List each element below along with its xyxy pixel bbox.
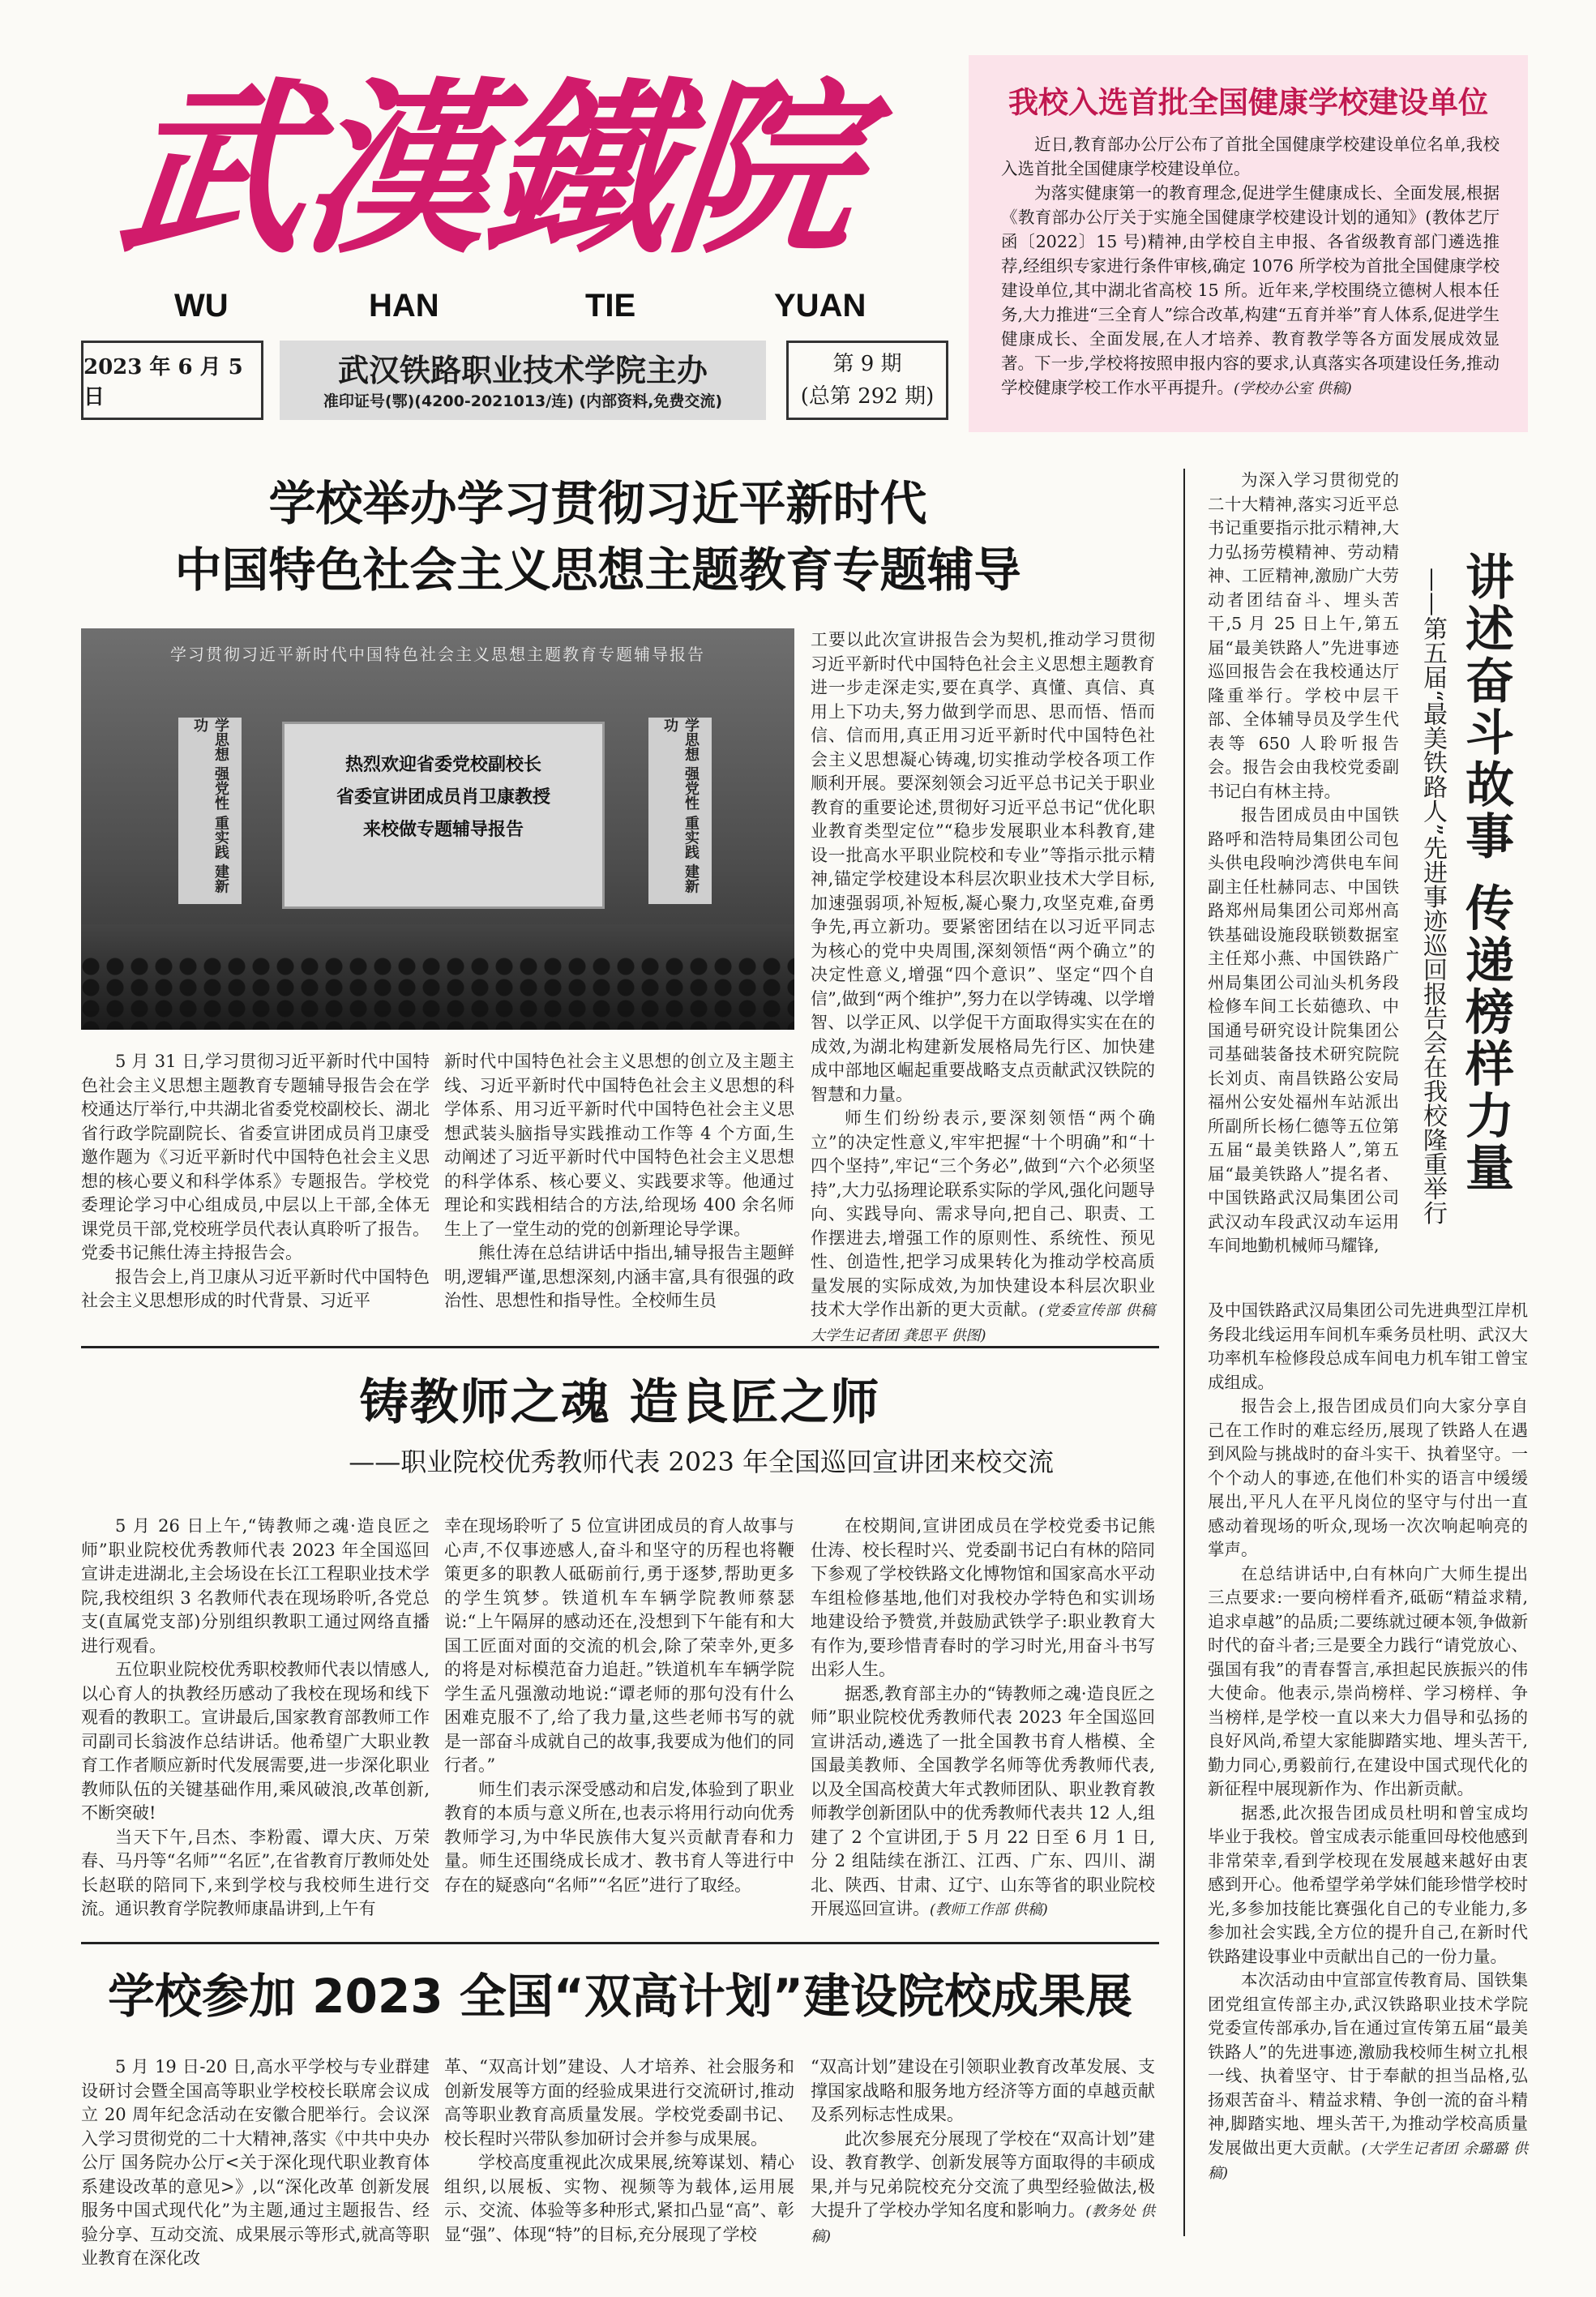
issue-number-block [786, 341, 948, 420]
paragraph: “双高计划”建设在引领职业教育改革发展、支撑国家战略和服务地方经济等方面的卓越贡献及系列标志性成果。 [811, 2057, 1155, 2124]
section-divider [81, 1942, 1159, 1944]
issue-date: 2023 年 6 月 5 日 [81, 341, 263, 420]
photo-screen [282, 722, 605, 909]
issue-total: (总第 292 期) [800, 384, 935, 409]
screen-line: 热烈欢迎省委党校副校长 [344, 754, 541, 775]
article1-headline [81, 470, 1115, 603]
featured-news-title: 我校入选首批全国健康学校建设单位 [1008, 84, 1488, 120]
byline: (党委宣传部 供稿 大学生记者团 龚思平 供图) [811, 1302, 1155, 1344]
article2-column1 [81, 1515, 430, 1922]
masthead-pinyin-yuan: YUAN [774, 288, 866, 324]
section-divider [81, 1346, 1159, 1348]
sponsor-block [280, 341, 766, 420]
paragraph: 近日,教育部办公厅公布了首批全国健康学校建设单位名单,我校入选首批全国健康学校建设单位。 [1001, 135, 1500, 178]
paragraph: 新时代中国特色社会主义思想的创立及主题主线、习近平新时代中国特色社会主义思想的科学体系、用习近平新时代中国特色社会主义思想武装头脑指导实践推动工作等 4 个方面,生动阐述了习近平新时代中国特色社会主义思想的科学体系、核心要义、实践要求等。他通过理论和实践相结合的方法,给现场 400 余名师生上了一堂生动的党的创新理论导学课。 [444, 1052, 794, 1239]
article2-subtitle: ——职业院校优秀教师代表 2023 年全国巡回宣讲团来校交流 [349, 1446, 1054, 1477]
masthead-pinyin-wu: WU [174, 288, 229, 324]
photo-banner-text: 学习贯彻习近平新时代中国特色社会主义思想主题教育专题辅导报告 [170, 645, 705, 664]
paragraph: 5 月 26 日上午,“铸教师之魂·造良匠之师”职业院校优秀教师代表 2023 年全国巡回宣讲走进湖北,主会场设在长江工程职业技术学院,我校组织 3 名教师代表在现场聆听,各党总支(直属党支部)分别组织教职工通过网络直播进行观看。 [81, 1516, 430, 1656]
paragraph: 据悉,此次报告团成员杜明和曾宝成均毕业于我校。曾宝成表示能重回母校他感到非常荣幸,看到学校现在发展越来越好由衷感到开心。他希望学弟学妹们能珍惜学校时光,多参加技能比赛强化自己的专业能力,多参加社会实践,全方位的提升自己,在新时代铁路建设事业中贡献出自己的一份力量。 [1208, 1802, 1528, 1966]
masthead-pinyin-han: HAN [369, 288, 439, 324]
paragraph [1208, 1969, 1528, 2186]
photo-right-banner: 学思想 强党性 重实践 建新功 [648, 718, 712, 904]
article3-column3 [811, 2055, 1155, 2248]
article3-headline: 学校参加 2023 全国“双高计划”建设院校成果展 [107, 1969, 1133, 2024]
article2-column2 [444, 1515, 794, 1897]
paragraph-text: 据悉,教育部主办的“铸教师之魂·造良匠之师”职业院校优秀教师代表 2023 年全国巡回宣讲活动,遴选了一批全国教书育人楷模、全国最美教师、全国教学名师等优秀教师代表,以及全国高校黄大年式教师团队、职业教育教师教学创新团队中的优秀教师代表共 12 人,组建了 2 个宣讲团,于 5 月 22 日至 6 月 1 日,分 2 组陆续在浙江、江西、广东、四川、湖北、陕西、甘肃、辽宁、山东等省的职业院校开展巡回宣讲。 [811, 1683, 1155, 1918]
paragraph: 5 月 31 日,学习贯彻习近平新时代中国特色社会主义思想主题教育专题辅导报告会在学校通达厅举行,中共湖北省委党校副校长、湖北省行政学院副院长、省委宣讲团成员肖卫康受邀作题为《习近平新时代中国特色社会主义思想的核心要义和科学体系》专题报告。学校党委理论学习中心组成员,中层以上干部,全体无课党员干部,党校班学员代表认真聆听了报告。党委书记熊仕涛主持报告会。 [81, 1052, 430, 1262]
masthead-pinyin-tie: TIE [585, 288, 636, 324]
right-article-headline: 讲述奋斗故事 传递榜样力量 [1457, 551, 1514, 1194]
screen-line: 来校做专题辅导报告 [362, 819, 524, 840]
paragraph-text: 本次活动由中宣部宣传教育局、国铁集团党组宣传部主办,武汉铁路职业技术学院党委宣传部承办,旨在通过宣传第五届“最美铁路人”的先进事迹,激励我校师生树立扎根一线、执着坚守、甘于奉献的担当品格,弘扬艰苦奋斗、精益求精、争创一流的奋斗精神,脚踏实地、埋头苦干,为推动学校高质量发展做出更大贡献。 [1208, 1970, 1528, 2158]
paragraph: 熊仕涛在总结讲话中指出,辅导报告主题鲜明,逻辑严谨,思想深刻,内涵丰富,具有很强的政治性、思想性和指导性。全校师生员 [444, 1243, 794, 1310]
masthead-logo: 武漢鐵院 [109, 61, 866, 280]
paragraph-text: 为落实健康第一的教育理念,促进学生健康成长、全面发展,根据《教育部办公厅关于实施全国健康学校建设计划的通知》(教体艺厅函〔2022〕15 号)精神,由学校自主申报、各省级教育部门遴选推荐,经组织专家进行条件审核,确定 1076 所学校为首批全国健康学校建设单位,其中湖北省高校 15 所。近年来,学校围绕立德树人根本任务,大力推进“三全育人”综合改革,构建“五育并举”育人体系,促进学生健康成长、全面发展,在人才培养、教育教学等各方面发展成效显著。下一步,学校将按照申报内容的要求,认真落实各项建设任务,推动学校健康学校工作水平再提升。 [1001, 183, 1500, 397]
paragraph: 师生们表示深受感动和启发,体验到了职业教育的本质与意义所在,也表示将用行动向优秀教师学习,为中华民族伟大复兴贡献青春和力量。师生还围绕成长成才、教书育人等进行中存在的疑惑向“名师”“名匠”进行了取经。 [444, 1779, 794, 1895]
paragraph: 在总结讲话中,白有林向广大师生提出三点要求:一要向榜样看齐,砥砺“精益求精,追求卓越”的品质;二要练就过硬本领,争做新时代的奋斗者;三是要全力践行“请党放心、强国有我”的青春誓言,承担起民族振兴的伟大使命。他表示,崇尚榜样、学习榜样、争当榜样,是学校一直以来大力倡导和弘扬的良好风尚,希望大家能脚踏实地、埋头苦干,勤力同心,勇毅前行,在建设中国式现代化的新征程中展现新作为、作出新贡献。 [1208, 1563, 1528, 1798]
article1-column2 [444, 1050, 794, 1313]
paragraph: 报告会上,肖卫康从习近平新时代中国特色社会主义思想形成的时代背景、习近平 [81, 1266, 430, 1310]
paragraph [811, 2128, 1155, 2249]
paragraph: 幸在现场聆听了 5 位宣讲团成员的育人故事与心声,不仅事迹感人,奋斗和坚守的历程也将鞭策更多的职教人砥砺前行,勇于逐梦,帮助更多的学生筑梦。铁道机车车辆学院教师蔡瑟说:“上午隔屏的感动还在,没想到下午能有和大国工匠面对面的交流的机会,除了荣幸外,更多的将是对标模范奋力追赶。”铁道机车车辆学院学生孟凡强激动地说:“谭老师的那句没有什么困难克服不了,给了我力量,这些老师书写的就是一部奋斗成就自己的故事,我要成为他们的同行者。” [444, 1516, 794, 1775]
byline: (大学生记者团 余璐璐 供稿) [1208, 2140, 1528, 2182]
paragraph: 在校期间,宣讲团成员在学校党委书记熊仕涛、校长程时兴、党委副书记白有林的陪同下参观了学校铁路文化博物馆和国家高水平动车组检修基地,他们对我校办学特色和实训场地建设给予赞赏,并鼓励武铁学子:职业教育大有作为,要珍惜青春时的学习时光,用奋斗书写出彩人生。 [811, 1516, 1155, 1679]
paragraph: 当天下午,吕杰、李粉霞、谭大庆、万荣春、马丹等“名师”“名匠”,在省教育厅教师处处长赵联的陪同下,来到学校与我校师生进行交流。通识教育学院教师康晶讲到,上午有 [81, 1827, 430, 1918]
article1-title-line2: 中国特色社会主义思想主题教育专题辅导 [174, 542, 1021, 598]
article2-column3 [811, 1515, 1155, 1922]
article2-headline: 铸教师之魂 造良匠之师 [359, 1374, 881, 1431]
paragraph [811, 1107, 1155, 1348]
report-meeting-photo [81, 628, 794, 1030]
right-article-subtitle: ——第五届“最美铁路人”先进事迹巡回报告会在我校隆重举行 [1418, 568, 1447, 1225]
paragraph-text: 此次参展充分展现了学校在“双高计划”建设、教育教学、创新发展等方面取得的丰硕成果,并与兄弟院校充分交流了典型经验做法,极大提升了学校办学知名度和影响力。 [811, 2128, 1155, 2220]
paragraph: 学校高度重视此次成果展,统筹谋划、精心组织,以展板、实物、视频等为载体,运用展示、交流、体验等多种形式,紧扣凸显“高”、彰显“强”、体现“特”的目标,充分展现了学校 [444, 2153, 794, 2244]
article1-column1 [81, 1050, 430, 1313]
paragraph: 及中国铁路武汉局集团公司先进典型江岸机务段北线运用车间机车乘务员杜明、武汉大功率机车检修段总成车间电力机车钳工曾宝成组成。 [1208, 1301, 1528, 1392]
permit-number: 准印证号(鄂)(4200-2021013/连) (内部资料,免费交流) [323, 392, 723, 410]
article3-column1 [81, 2055, 430, 2271]
right-article-bottom-column [1208, 1299, 1528, 2186]
article3-column2 [444, 2055, 794, 2247]
featured-news-box [969, 55, 1528, 432]
paragraph: 报告会上,报告团成员们向大家分享自己在工作时的难忘经历,展现了铁路人在遇到风险与挑战时的奋斗实干、执着坚守。一个个动人的事迹,在他们朴实的语言中缓缓展出,平凡人在平凡岗位的坚守与付出一直感动着现场的听众,现场一次次响起响亮的掌声。 [1208, 1396, 1528, 1559]
paragraph: 革、“双高计划”建设、人才培养、社会服务和创新发展等方面的经验成果进行交流研讨,推动高等职业教育高质量发展。学校党委副书记、校长程时兴带队参加研讨会并参与成果展。 [444, 2057, 794, 2149]
right-article-top-column [1208, 469, 1399, 1258]
paragraph: 为深入学习贯彻党的二十大精神,落实习近平总书记重要指示批示精神,大力弘扬劳模精神、劳动精神、工匠精神,激励广大劳动者团结奋斗、埋头苦干,5 月 25 日上午,第五届“最美铁路人”先进事迹巡回报告会在我校通达厅隆重举行。学校中层干部、全体辅导员及学生代表等 650 人聆听报告会。报告会由我校党委副书记白有林主持。 [1208, 470, 1399, 801]
photo-audience [81, 957, 794, 1030]
column-divider [1183, 469, 1185, 2236]
byline: (教务处 供稿) [811, 2203, 1156, 2245]
paragraph [811, 1682, 1155, 1922]
paragraph: 5 月 19 日-20 日,高水平学校与专业群建设研讨会暨全国高等职业学校校长联席会议成立 20 周年纪念活动在安徽合肥举行。会议深入学习贯彻党的二十大精神,落实《中共中央办公厅 国务院办公厅<关于深化现代职业教育体系建设改革的意见>》,以“深化改革 创新发展 服务中国式现代化”为主题,通过主题报告、经验分享、互动交流、成果展示等形式,就高等职业教育在深化改 [81, 2057, 430, 2268]
sponsor-name: 武汉铁路职业技术学院主办 [337, 353, 708, 388]
byline: (学校办公室 供稿) [1234, 380, 1352, 397]
article1-title-line1: 学校举办学习贯彻习近平新时代 [268, 476, 927, 531]
issue-number: 第 9 期 [832, 352, 902, 376]
photo-left-banner: 学思想 强党性 重实践 建新功 [178, 718, 242, 904]
byline: (教师工作部 供稿) [930, 1901, 1048, 1918]
screen-line: 省委宣讲团成员肖卫康教授 [336, 786, 550, 808]
paragraph: 五位职业院校优秀职校教师代表以情感人,以心育人的执教经历感动了我校在现场和线下观看的教职工。宣讲最后,国家教育部教师工作司副司长翁波作总结讲话。他希望广大职业教育工作者顺应新时代发展需要,进一步深化职业教师队伍的关键基础作用,乘风破浪,改革创新,不断突破! [81, 1660, 430, 1823]
paragraph: 报告团成员由中国铁路呼和浩特局集团公司包头供电段响沙湾供电车间副主任杜赫同志、中国铁路郑州局集团公司郑州高铁基础设施段联锁数据室主任郑小燕、中国铁路广州局集团公司汕头机务段检修车间工长茹德玖、中国通号研究设计院集团公司基础装备技术研究院院长刘贞、南昌铁路公安局福州公安处福州车站派出所副所长杨仁德等五位第五届“最美铁路人”,第五届“最美铁路人”提名者、中国铁路武汉局集团公司武汉动车段武汉动车运用车间地勤机械师马耀锋, [1208, 805, 1399, 1255]
paragraph-text: 师生们纷纷表示,要深刻领悟“两个确立”的决定性意义,牢牢把握“十个明确”和“十四个坚持”,牢记“三个务必”,做到“六个必须坚持”,大力弘扬理论联系实际的学风,强化问题导向、实践导向、需求导向,把自己、职责、工作摆进去,增强工作的原则性、系统性、预见性、创造性,把学习成果转化为推动学校高质量发展的实际成效,为加快建设本科层次职业技术大学作出新的更大贡献。 [811, 1108, 1155, 1319]
paragraph: 工要以此次宣讲报告会为契机,推动学习贯彻习近平新时代中国特色社会主义思想主题教育进一步走深走实,要在真学、真懂、真信、真用上下功夫,努力做到学而思、思而悟、悟而信、信而用,真正用习近平新时代中国特色社会主义思想凝心铸魂,切实推动学校各项工作顺利开展。要深刻领会习近平总书记关于职业教育的重要论述,贯彻好习近平总书记“优化职业教育类型定位”“稳步发展职业本科教育,建设一批高水平职业院校和专业”等指示批示精神,锚定学校建设本科层次职业技术大学目标,加速强弱项,补短板,凝心聚力,攻坚克难,奋勇争先,再立新功。要紧密团结在以习近平同志为核心的党中央周围,深刻领悟“两个确立”的决定性意义,增强“四个意识”、坚定“四个自信”,做到“两个维护”,努力在以学铸魂、以学增智、以学正风、以学促干方面取得实实在在的成效,为湖北构建新发展格局先行区、加快建成中部地区崛起重要战略支点贡献武汉铁院的智慧和力量。 [811, 630, 1155, 1104]
paragraph [1001, 181, 1500, 401]
article1-column3 [811, 628, 1155, 1348]
featured-news-body [1001, 132, 1500, 401]
